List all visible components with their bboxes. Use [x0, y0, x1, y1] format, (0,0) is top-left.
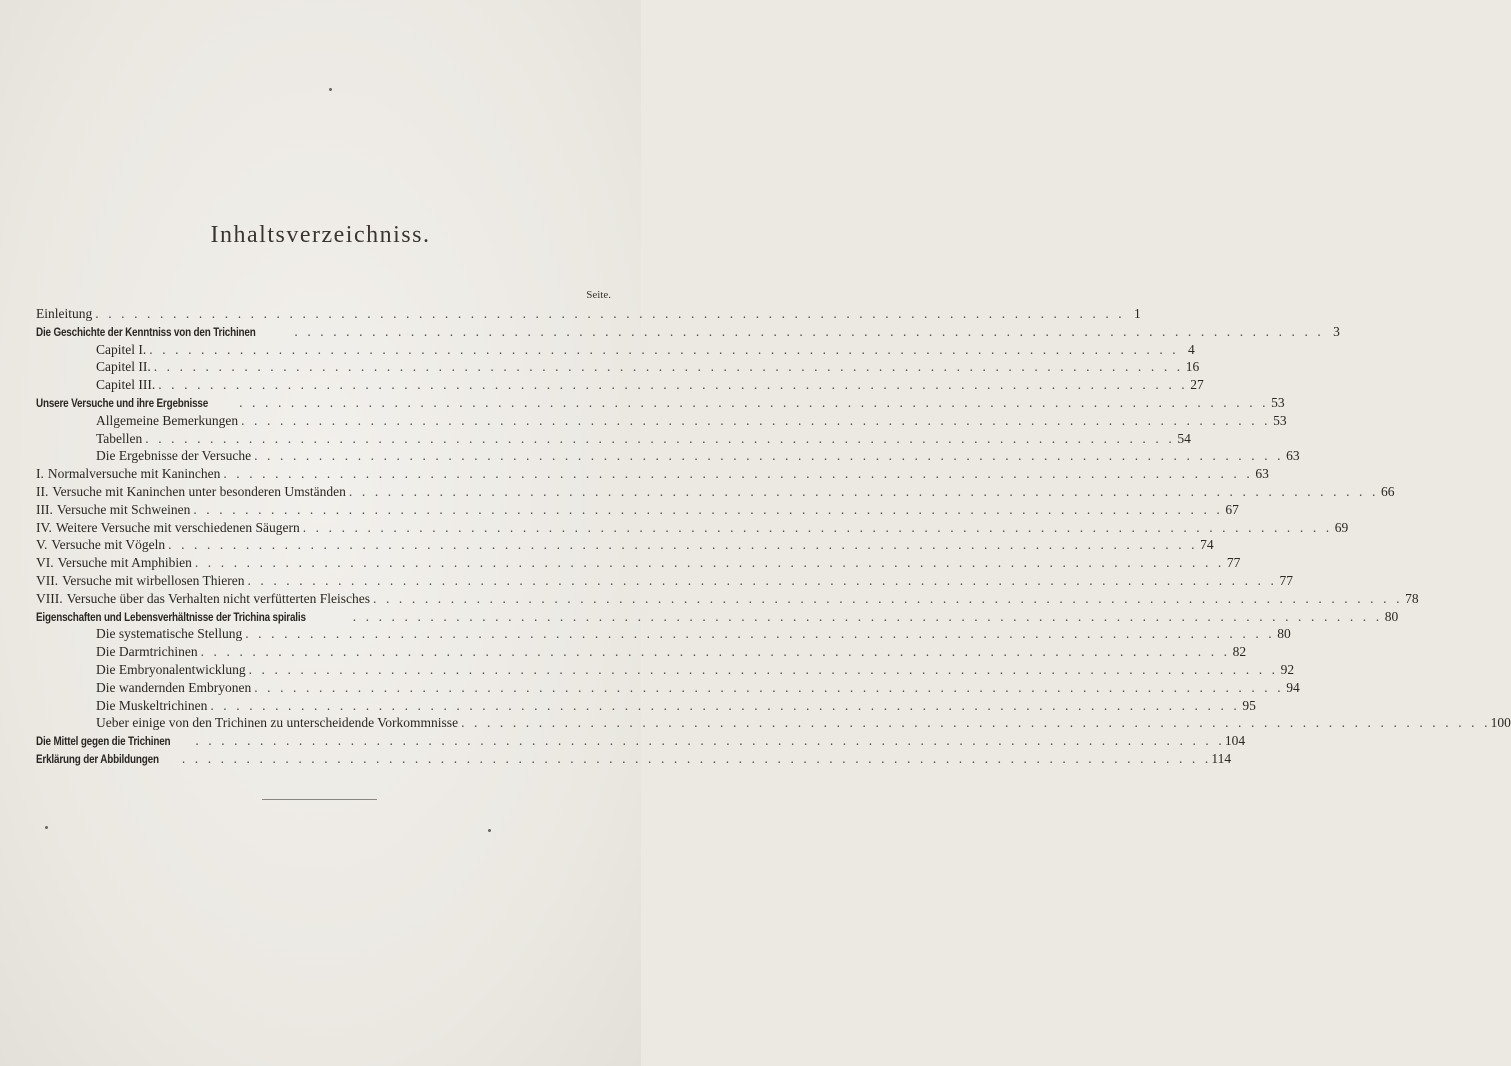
toc-entry-title: Die Geschichte der Kenntniss von den Trichinen — [36, 326, 256, 339]
toc-entry-title: Die Mittel gegen die Trichinen — [36, 736, 171, 749]
paper-speck — [488, 829, 491, 832]
dot-leader: . . . . . . . . . . . . . . . . . . . . . . . . . . . . . . . . . . . . . . . . . . . . . . . . . . . . . . . . . . . . . . . . . . . . . . . . . . . . . . . . — [200, 644, 1231, 660]
dot-leader: . . . . . . . . . . . . . . . . . . . . . . . . . . . . . . . . . . . . . . . . . . . . . . . . . . . . . . . . . . . . . . . . . . . . . . . . . . . . . . . . — [247, 572, 1277, 588]
toc-entry-page: 114 — [1211, 750, 1232, 766]
toc-entry — [36, 679, 1300, 697]
toc-entry-number: VIII. — [36, 590, 63, 606]
toc-entry-page: 104 — [1224, 733, 1246, 749]
dot-leader: . . . . . . . . . . . . . . . . . . . . . . . . . . . . . . . . . . . . . . . . . . . . . . . . . . . . . . . . . . . . . . . . . . . . . . . . . . . . . . . . — [158, 377, 1188, 393]
dot-leader: . . . . . . . . . . . . . . . . . . . . . . . . . . . . . . . . . . . . . . . . . . . . . . . . . . . . . . . . . . . . . . . . . . . . . . . . . . . . . . . . — [168, 537, 1198, 553]
dot-leader: . . . . . . . . . . . . . . . . . . . . . . . . . . . . . . . . . . . . . . . . . . . . . . . . . . . . . . . . . . . . . . . . . . . . . . . . . . . . . . . . — [461, 715, 1491, 731]
toc-entry — [36, 750, 1232, 768]
toc-entry — [36, 714, 1511, 732]
dot-leader: . . . . . . . . . . . . . . . . . . . . . . . . . . . . . . . . . . . . . . . . . . . . . . . . . . . . . . . . . . . . . . . . . . . . . . . . . . . . . . . . — [373, 590, 1403, 606]
toc-entry-page: 78 — [1405, 590, 1419, 606]
paper-speck — [45, 826, 48, 829]
toc-entry-page: 92 — [1280, 661, 1295, 677]
toc-entry-page: 53 — [1273, 412, 1287, 428]
toc-entry-title: Erklärung der Abbildungen — [36, 753, 159, 766]
toc-entry — [36, 501, 1239, 519]
toc-entry-page: 77 — [1279, 572, 1293, 588]
toc-entry — [36, 572, 1293, 590]
toc-entry — [36, 732, 1246, 750]
toc-entry — [36, 697, 1256, 715]
toc-entry-page: 53 — [1271, 394, 1285, 410]
toc-entry-title: Versuche mit Kaninchen unter besonderen Umständen — [52, 483, 346, 499]
toc-entry-title: Normalversuche mit Kaninchen — [47, 466, 221, 482]
page-title: Inhaltsverzeichniss. — [210, 222, 431, 248]
toc-entry-number: III. — [36, 501, 53, 517]
toc-entry-title: Die wandernden Embryonen — [96, 679, 252, 695]
dot-leader: . . . . . . . . . . . . . . . . . . . . . . . . . . . . . . . . . . . . . . . . . . . . . . . . . . . . . . . . . . . . . . . . . . . . . . . . . . . . . . . . — [348, 483, 1379, 499]
toc-entry — [36, 430, 1191, 448]
toc-entry-page: 77 — [1226, 555, 1241, 571]
toc-entry-page: 95 — [1242, 697, 1256, 713]
dot-leader: . . . . . . . . . . . . . . . . . . . . . . . . . . . . . . . . . . . . . . . . . . . . . . . . . . . . . . . . . . . . . . . . . . . . . . . . . . . . . . . . — [241, 412, 1271, 428]
toc-entry-title: Versuche mit wirbellosen Thieren — [62, 572, 245, 588]
toc-entry-page: 3 — [1333, 323, 1340, 339]
toc-entry-title: Ueber einige von den Trichinen zu unterscheidende Vorkommnisse — [96, 715, 459, 731]
toc-entry — [36, 519, 1349, 537]
toc-entry — [36, 412, 1287, 430]
dot-leader: . . . . . . . . . . . . . . . . . . . . . . . . . . . . . . . . . . . . . . . . . . . . . . . . . . . . . . . . . . . . . . . . . . . . . . . . . . . . . . . . — [194, 555, 1225, 571]
toc-entry-number: IV. — [36, 519, 52, 535]
toc-entry-title: Weitere Versuche mit verschiedenen Säugern — [55, 519, 300, 535]
dot-leader: . . . . . . . . . . . . . . . . . . . . . . . . . . . . . . . . . . . . . . . . . . . . . . . . . . . . . . . . . . . . . . . . . . . . . . . . . . . . . . . . — [95, 306, 1125, 321]
toc-entry-page: 4 — [1188, 341, 1195, 357]
table-of-contents — [36, 305, 1511, 768]
toc-entry-title: Eigenschaften und Lebensverhältnisse der Trichina spiralis — [36, 611, 306, 624]
divider-rule — [262, 799, 377, 800]
toc-entry-page: 80 — [1384, 608, 1399, 624]
dot-leader: . . . . . . . . . . . . . . . . . . . . . . . . . . . . . . . . . . . . . . . . . . . . . . . . . . . . . . . . . . . . . . . . . . . . . . . . . . . . . . . . — [245, 626, 1275, 642]
dot-leader: . . . . . . . . . . . . . . . . . . . . . . . . . . . . . . . . . . . . . . . . . . . . . . . . . . . . . . . . . . . . . . . . . . . . . . . . . . . . . . . . — [195, 733, 1225, 749]
toc-entry-title: Die Ergebnisse der Versuche — [96, 448, 252, 464]
toc-entry — [36, 661, 1295, 679]
toc-entry-page: 16 — [1185, 359, 1200, 375]
toc-entry-title: Einleitung — [36, 306, 93, 321]
toc-entry — [36, 447, 1300, 465]
toc-entry — [36, 341, 1195, 359]
toc-entry — [36, 323, 1340, 341]
toc-entry — [36, 625, 1291, 643]
toc-entry — [36, 376, 1204, 394]
dot-leader: . . . . . . . . . . . . . . . . . . . . . . . . . . . . . . . . . . . . . . . . . . . . . . . . . . . . . . . . . . . . . . . . . . . . . . . . . . . . . . . . — [294, 323, 1324, 339]
toc-entry — [36, 465, 1269, 483]
toc-entry — [36, 554, 1241, 572]
toc-entry-number: VI. — [36, 555, 54, 571]
toc-entry — [36, 643, 1247, 661]
toc-entry-title: Versuche über das Verhalten nicht verfütterten Fleisches — [66, 590, 371, 606]
dot-leader: . . . . . . . . . . . . . . . . . . . . . . . . . . . . . . . . . . . . . . . . . . . . . . . . . . . . . . . . . . . . . . . . . . . . . . . . . . . . . . . . — [352, 608, 1383, 624]
dot-leader: . . . . . . . . . . . . . . . . . . . . . . . . . . . . . . . . . . . . . . . . . . . . . . . . . . . . . . . . . . . . . . . . . . . . . . . . . . . . . . . . — [302, 519, 1333, 535]
dot-leader: . . . . . . . . . . . . . . . . . . . . . . . . . . . . . . . . . . . . . . . . . . . . . . . . . . . . . . . . . . . . . . . . . . . . . . . . . . . . . . . . — [149, 341, 1179, 357]
dot-leader: . . . . . . . . . . . . . . . . . . . . . . . . . . . . . . . . . . . . . . . . . . . . . . . . . . . . . . . . . . . . . . . . . . . . . . . . . . . . . . . . — [248, 661, 1279, 677]
toc-entry-title: Capitel III. — [96, 377, 156, 393]
toc-entry-number: VII. — [36, 572, 59, 588]
toc-entry — [36, 590, 1419, 608]
toc-entry-title: Die Darmtrichinen — [96, 644, 198, 660]
toc-entry-page: 94 — [1286, 679, 1300, 695]
dot-leader: . . . . . . . . . . . . . . . . . . . . . . . . . . . . . . . . . . . . . . . . . . . . . . . . . . . . . . . . . . . . . . . . . . . . . . . . . . . . . . . . — [239, 394, 1269, 410]
paper-speck — [329, 88, 332, 91]
dot-leader: . . . . . . . . . . . . . . . . . . . . . . . . . . . . . . . . . . . . . . . . . . . . . . . . . . . . . . . . . . . . . . . . . . . . . . . . . . . . . . . . — [254, 448, 1284, 464]
dot-leader: . . . . . . . . . . . . . . . . . . . . . . . . . . . . . . . . . . . . . . . . . . . . . . . . . . . . . . . . . . . . . . . . . . . . . . . . . . . . . . . . — [153, 359, 1184, 375]
dot-leader: . . . . . . . . . . . . . . . . . . . . . . . . . . . . . . . . . . . . . . . . . . . . . . . . . . . . . . . . . . . . . . . . . . . . . . . . . . . . . . . . — [193, 501, 1223, 517]
toc-entry-page: 74 — [1200, 537, 1214, 553]
toc-entry-page: 27 — [1190, 377, 1204, 393]
page-column-label: Seite. — [586, 289, 611, 301]
dot-leader: . . . . . . . . . . . . . . . . . . . . . . . . . . . . . . . . . . . . . . . . . . . . . . . . . . . . . . . . . . . . . . . . . . . . . . . . . . . . . . . . — [223, 466, 1253, 482]
toc-entry-page: 63 — [1255, 466, 1269, 482]
toc-entry-number: II. — [36, 483, 49, 499]
toc-entry-number: I. — [36, 466, 44, 482]
toc-entry-title: Tabellen — [96, 430, 143, 446]
dot-leader: . . . . . . . . . . . . . . . . . . . . . . . . . . . . . . . . . . . . . . . . . . . . . . . . . . . . . . . . . . . . . . . . . . . . . . . . . . . . . . . . — [181, 750, 1212, 766]
toc-entry — [36, 608, 1399, 626]
toc-entry-title: Capitel I. — [96, 341, 147, 357]
toc-entry — [36, 358, 1200, 376]
toc-entry-page: 69 — [1334, 519, 1349, 535]
toc-entry-title: Die systematische Stellung — [96, 626, 243, 642]
toc-entry — [36, 483, 1395, 501]
toc-entry — [36, 394, 1285, 412]
toc-entry-page: 82 — [1232, 644, 1247, 660]
toc-entry — [36, 305, 1141, 323]
dot-leader: . . . . . . . . . . . . . . . . . . . . . . . . . . . . . . . . . . . . . . . . . . . . . . . . . . . . . . . . . . . . . . . . . . . . . . . . . . . . . . . . — [254, 679, 1284, 695]
toc-entry-number: V. — [36, 537, 48, 553]
toc-entry-page: 100 — [1490, 715, 1511, 731]
toc-entry-title: Capitel II. — [96, 359, 151, 375]
toc-entry-title: Versuche mit Amphibien — [57, 555, 192, 571]
toc-entry-page: 67 — [1225, 501, 1239, 517]
toc-entry-page: 63 — [1286, 448, 1300, 464]
toc-entry-title: Unsere Versuche und ihre Ergebnisse — [36, 397, 209, 410]
toc-entry-title: Versuche mit Schweinen — [56, 501, 191, 517]
dot-leader: . . . . . . . . . . . . . . . . . . . . . . . . . . . . . . . . . . . . . . . . . . . . . . . . . . . . . . . . . . . . . . . . . . . . . . . . . . . . . . . . — [210, 697, 1240, 713]
toc-entry-page: 66 — [1380, 483, 1395, 499]
dot-leader: . . . . . . . . . . . . . . . . . . . . . . . . . . . . . . . . . . . . . . . . . . . . . . . . . . . . . . . . . . . . . . . . . . . . . . . . . . . . . . . . — [145, 430, 1175, 446]
toc-entry-page: 1 — [1134, 306, 1141, 321]
toc-entry-title: Die Muskeltrichinen — [96, 697, 208, 713]
toc-entry-page: 54 — [1177, 430, 1191, 446]
toc-entry-title: Die Embryonalentwicklung — [96, 661, 246, 677]
toc-entry-page: 80 — [1277, 626, 1291, 642]
toc-entry — [36, 536, 1214, 554]
toc-entry-title: Allgemeine Bemerkungen — [96, 412, 239, 428]
toc-entry-title: Versuche mit Vögeln — [51, 537, 166, 553]
